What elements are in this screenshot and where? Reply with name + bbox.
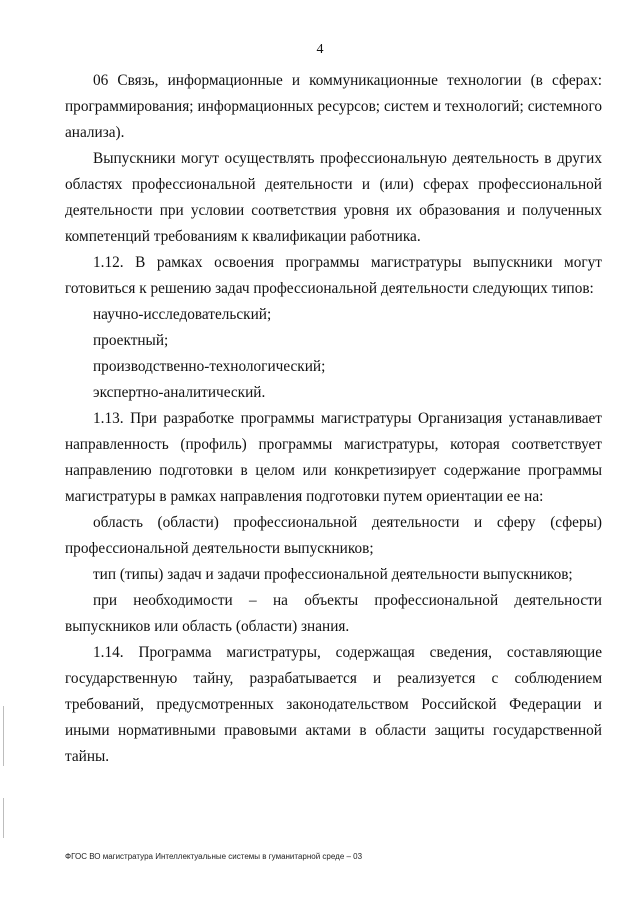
list-item-area: область (области) профессиональной деятельности и сферу (сферы) профессиональной деятельности выпускников; — [65, 514, 602, 557]
scan-edge-mark — [3, 798, 4, 838]
list-item-research: научно-исследовательский; — [93, 306, 272, 323]
paragraph-1-14: 1.14. Программа магистратуры, содержащая сведения, составляющие государственную тайну, разрабатывается и реализуется с соблюдением требований, предусмотренных законодательством Российской Федерации и иными нормативными правовыми актами в области защиты государственной тайны. — [65, 644, 602, 765]
paragraph-field-06: 06 Связь, информационные и коммуникационные технологии (в сферах: программирования; информационных ресурсов; систем и технологий; системного анализа). — [65, 72, 602, 141]
paragraph-graduates-other-areas: Выпускники могут осуществлять профессиональную деятельность в других областях профессиональной деятельности и (или) сферах профессиональной деятельности при условии соответствия уровня их образования и полученных компетенций требованиям к квалификации работника. — [65, 150, 602, 245]
list-item-objects: при необходимости – на объекты профессиональной деятельности выпускников или область (области) знания. — [65, 592, 602, 635]
list-item-expert: экспертно-аналитический. — [93, 384, 266, 401]
document-body — [65, 68, 602, 770]
page-footer: ФГОС ВО магистратура Интеллектуальные системы в гуманитарной среде – 03 — [65, 852, 363, 861]
scan-edge-mark — [3, 706, 4, 766]
list-item-production: производственно-технологический; — [93, 358, 326, 375]
page-number: 4 — [316, 42, 324, 57]
paragraph-1-12: 1.12. В рамках освоения программы магистратуры выпускники могут готовиться к решению задач профессиональной деятельности следующих типов: — [65, 254, 602, 297]
list-item-project: проектный; — [93, 332, 169, 349]
paragraph-1-13: 1.13. При разработке программы магистратуры Организация устанавливает направленность (профиль) программы магистратуры, которая соответствует направлению подготовки в целом или конкретизирует содержание программы магистратуры в рамках направления подготовки путем ориентации ее на: — [65, 410, 602, 505]
list-item-task-types: тип (типы) задач и задачи профессиональной деятельности выпускников; — [93, 566, 573, 583]
